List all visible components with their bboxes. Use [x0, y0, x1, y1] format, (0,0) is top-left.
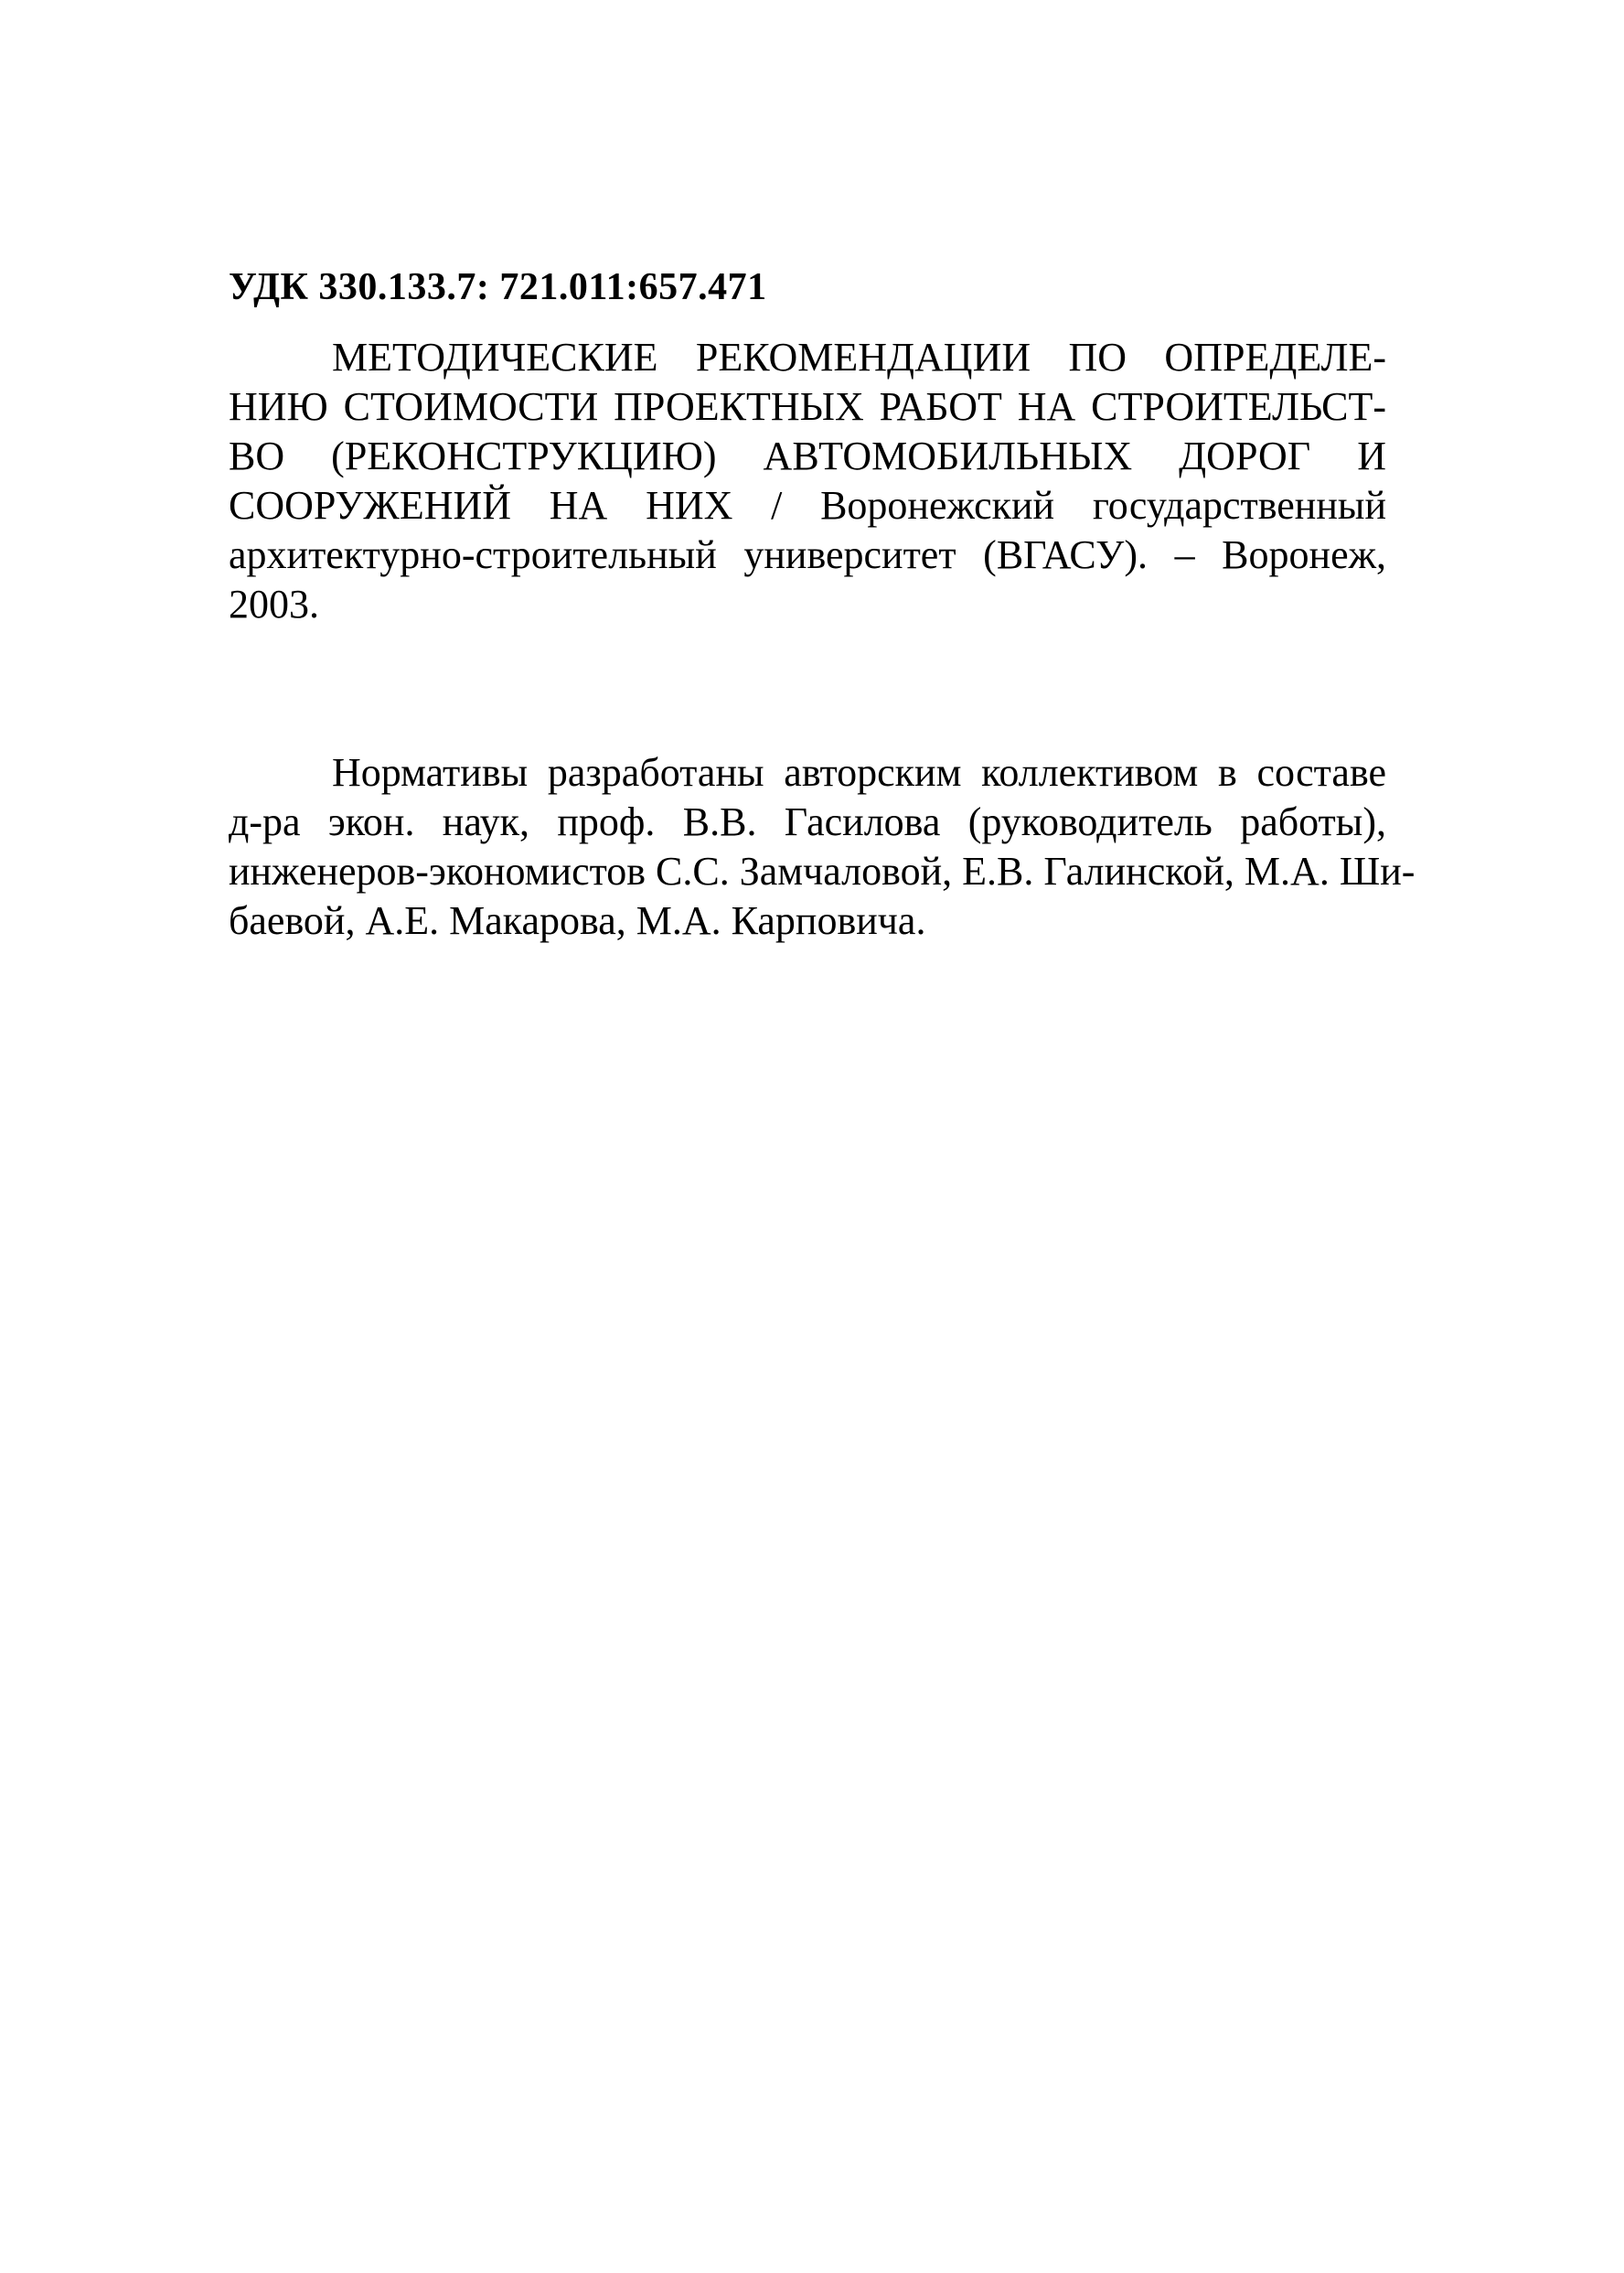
text-line: МЕТОДИЧЕСКИЕ РЕКОМЕНДАЦИИ ПО ОПРЕДЕЛЕ-: [332, 335, 1386, 380]
text-line: баевой, А.Е. Макарова, М.А. Карповича.: [229, 898, 926, 943]
text-line: СООРУЖЕНИЙ НА НИХ / Воронежский государственный: [229, 483, 1386, 528]
bibliographic-description: [229, 333, 1386, 629]
text-line: д-ра экон. наук, проф. В.В. Гасилова (руководитель работы),: [229, 799, 1386, 844]
authors-paragraph: [229, 748, 1416, 946]
text-line: инженеров-экономистов С.С. Замчаловой, Е.В. Галинской, М.А. Ши-: [229, 849, 1416, 894]
text-line: Нормативы разработаны авторским коллективом в составе: [332, 750, 1386, 795]
udk-code: УДК 330.133.7: 721.011:657.471: [229, 266, 767, 308]
text-line: архитектурно-строительный университет (ВГАСУ). – Воронеж,: [229, 532, 1386, 577]
text-line: ВО (РЕКОНСТРУКЦИЮ) АВТОМОБИЛЬНЫХ ДОРОГ И: [229, 434, 1386, 478]
text-line: НИЮ СТОИМОСТИ ПРОЕКТНЫХ РАБОТ НА СТРОИТЕЛЬСТ-: [229, 384, 1386, 429]
text-line: 2003.: [229, 582, 319, 627]
